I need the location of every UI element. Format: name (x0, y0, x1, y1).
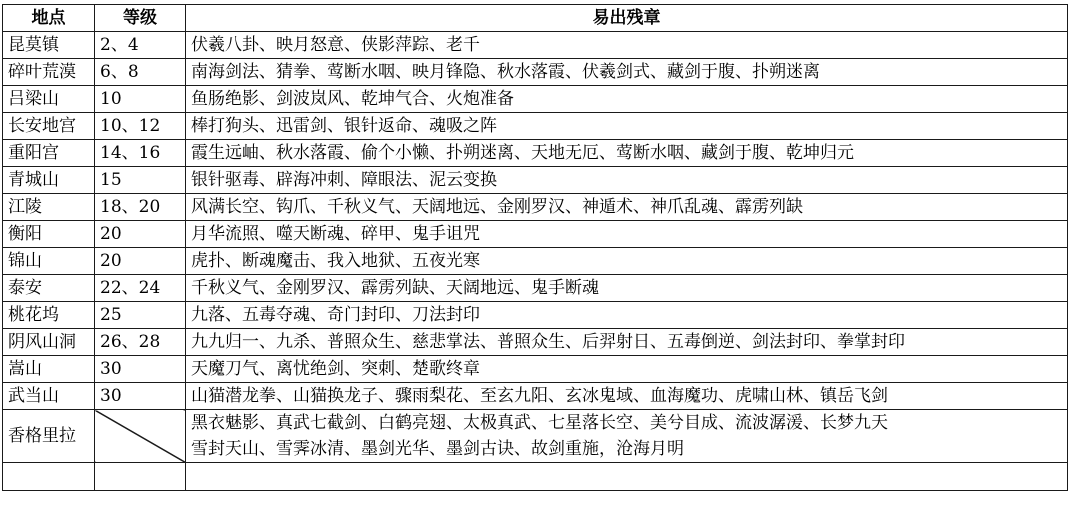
drops-cell: 天魔刀气、离忧绝剑、突刺、楚歌终章 (186, 356, 1068, 383)
drops-cell: 伏羲八卦、映月怒意、侠影萍踪、老千 (186, 32, 1068, 59)
drops-cell: 九落、五毒夺魂、奇门封印、刀法封印 (186, 302, 1068, 329)
level-cell: 30 (95, 383, 186, 410)
table-row (3, 194, 1068, 221)
table-row (3, 59, 1068, 86)
location-cell: 衡阳 (3, 221, 95, 248)
location-cell: 长安地宫 (3, 113, 95, 140)
drops-cell: 南海剑法、猜拳、莺断水咽、映月锋隐、秋水落霞、伏羲剑式、藏剑于腹、扑朔迷离 (186, 59, 1068, 86)
level-cell: 14、16 (95, 140, 186, 167)
drops-cell: 银针驱毒、辟海冲刺、障眼法、泥云变换 (186, 167, 1068, 194)
level-cell: 2、4 (95, 32, 186, 59)
empty-cell (3, 463, 95, 491)
drops-cell (186, 410, 1068, 463)
drops-cell: 月华流照、噬天断魂、碎甲、鬼手诅咒 (186, 221, 1068, 248)
table-row (3, 32, 1068, 59)
location-cell: 重阳宫 (3, 140, 95, 167)
table-row (3, 275, 1068, 302)
location-cell: 青城山 (3, 167, 95, 194)
drops-cell: 霞生远岫、秋水落霞、偷个小懒、扑朔迷离、天地无厄、莺断水咽、藏剑于腹、乾坤归元 (186, 140, 1068, 167)
drops-cell: 千秋义气、金刚罗汉、霹雳列缺、天阔地远、鬼手断魂 (186, 275, 1068, 302)
location-cell: 碎叶荒漠 (3, 59, 95, 86)
drops-cell: 山猫潜龙拳、山猫换龙子、骤雨梨花、至玄九阳、玄冰鬼域、血海魔功、虎啸山林、镇岳飞剑 (186, 383, 1068, 410)
table-row (3, 167, 1068, 194)
level-cell: 22、24 (95, 275, 186, 302)
level-cell: 6、8 (95, 59, 186, 86)
location-cell: 锦山 (3, 248, 95, 275)
drop-table (2, 4, 1068, 491)
level-cell: 25 (95, 302, 186, 329)
level-cell: 18、20 (95, 194, 186, 221)
level-cell: 26、28 (95, 329, 186, 356)
location-cell: 吕梁山 (3, 86, 95, 113)
location-cell: 阴风山洞 (3, 329, 95, 356)
drops-cell: 鱼肠绝影、剑波岚风、乾坤气合、火炮准备 (186, 86, 1068, 113)
header-location: 地点 (3, 5, 95, 32)
table-row (3, 302, 1068, 329)
table-row (3, 248, 1068, 275)
location-cell: 桃花坞 (3, 302, 95, 329)
empty-cell (95, 463, 186, 491)
level-cell-empty-diagonal (95, 410, 186, 463)
location-cell: 昆莫镇 (3, 32, 95, 59)
drops-cell: 虎扑、断魂魔击、我入地狱、五夜光寒 (186, 248, 1068, 275)
table-row (3, 329, 1068, 356)
header-drops: 易出残章 (186, 5, 1068, 32)
level-cell: 20 (95, 221, 186, 248)
location-cell: 武当山 (3, 383, 95, 410)
header-row (3, 5, 1068, 32)
table-row-shangrila (3, 410, 1068, 463)
table-row (3, 86, 1068, 113)
location-cell: 江陵 (3, 194, 95, 221)
drops-cell: 风满长空、钩爪、千秋义气、天阔地远、金刚罗汉、神遁术、神爪乱魂、霹雳列缺 (186, 194, 1068, 221)
drops-line-2: 雪封天山、雪霁冰清、墨剑光华、墨剑古诀、故剑重施，沧海月明 (191, 439, 684, 459)
header-level: 等级 (95, 5, 186, 32)
table-row (3, 383, 1068, 410)
level-cell: 10、12 (95, 113, 186, 140)
drops-cell: 九九归一、九杀、普照众生、慈悲掌法、普照众生、后羿射日、五毒倒逆、剑法封印、拳掌封印 (186, 329, 1068, 356)
location-cell: 泰安 (3, 275, 95, 302)
table-row (3, 113, 1068, 140)
drops-cell: 棒打狗头、迅雷剑、银针返命、魂吸之阵 (186, 113, 1068, 140)
level-cell: 20 (95, 248, 186, 275)
drops-line-1: 黑衣魅影、真武七截剑、白鹤亮翅、太极真武、七星落长空、美兮目成、流波潺湲、长梦九天 (191, 413, 888, 433)
table-row (3, 356, 1068, 383)
empty-cell (186, 463, 1068, 491)
table-row (3, 140, 1068, 167)
location-cell: 嵩山 (3, 356, 95, 383)
level-cell: 30 (95, 356, 186, 383)
location-cell: 香格里拉 (3, 410, 95, 463)
table-row-empty (3, 463, 1068, 491)
table-row (3, 221, 1068, 248)
level-cell: 10 (95, 86, 186, 113)
level-cell: 15 (95, 167, 186, 194)
